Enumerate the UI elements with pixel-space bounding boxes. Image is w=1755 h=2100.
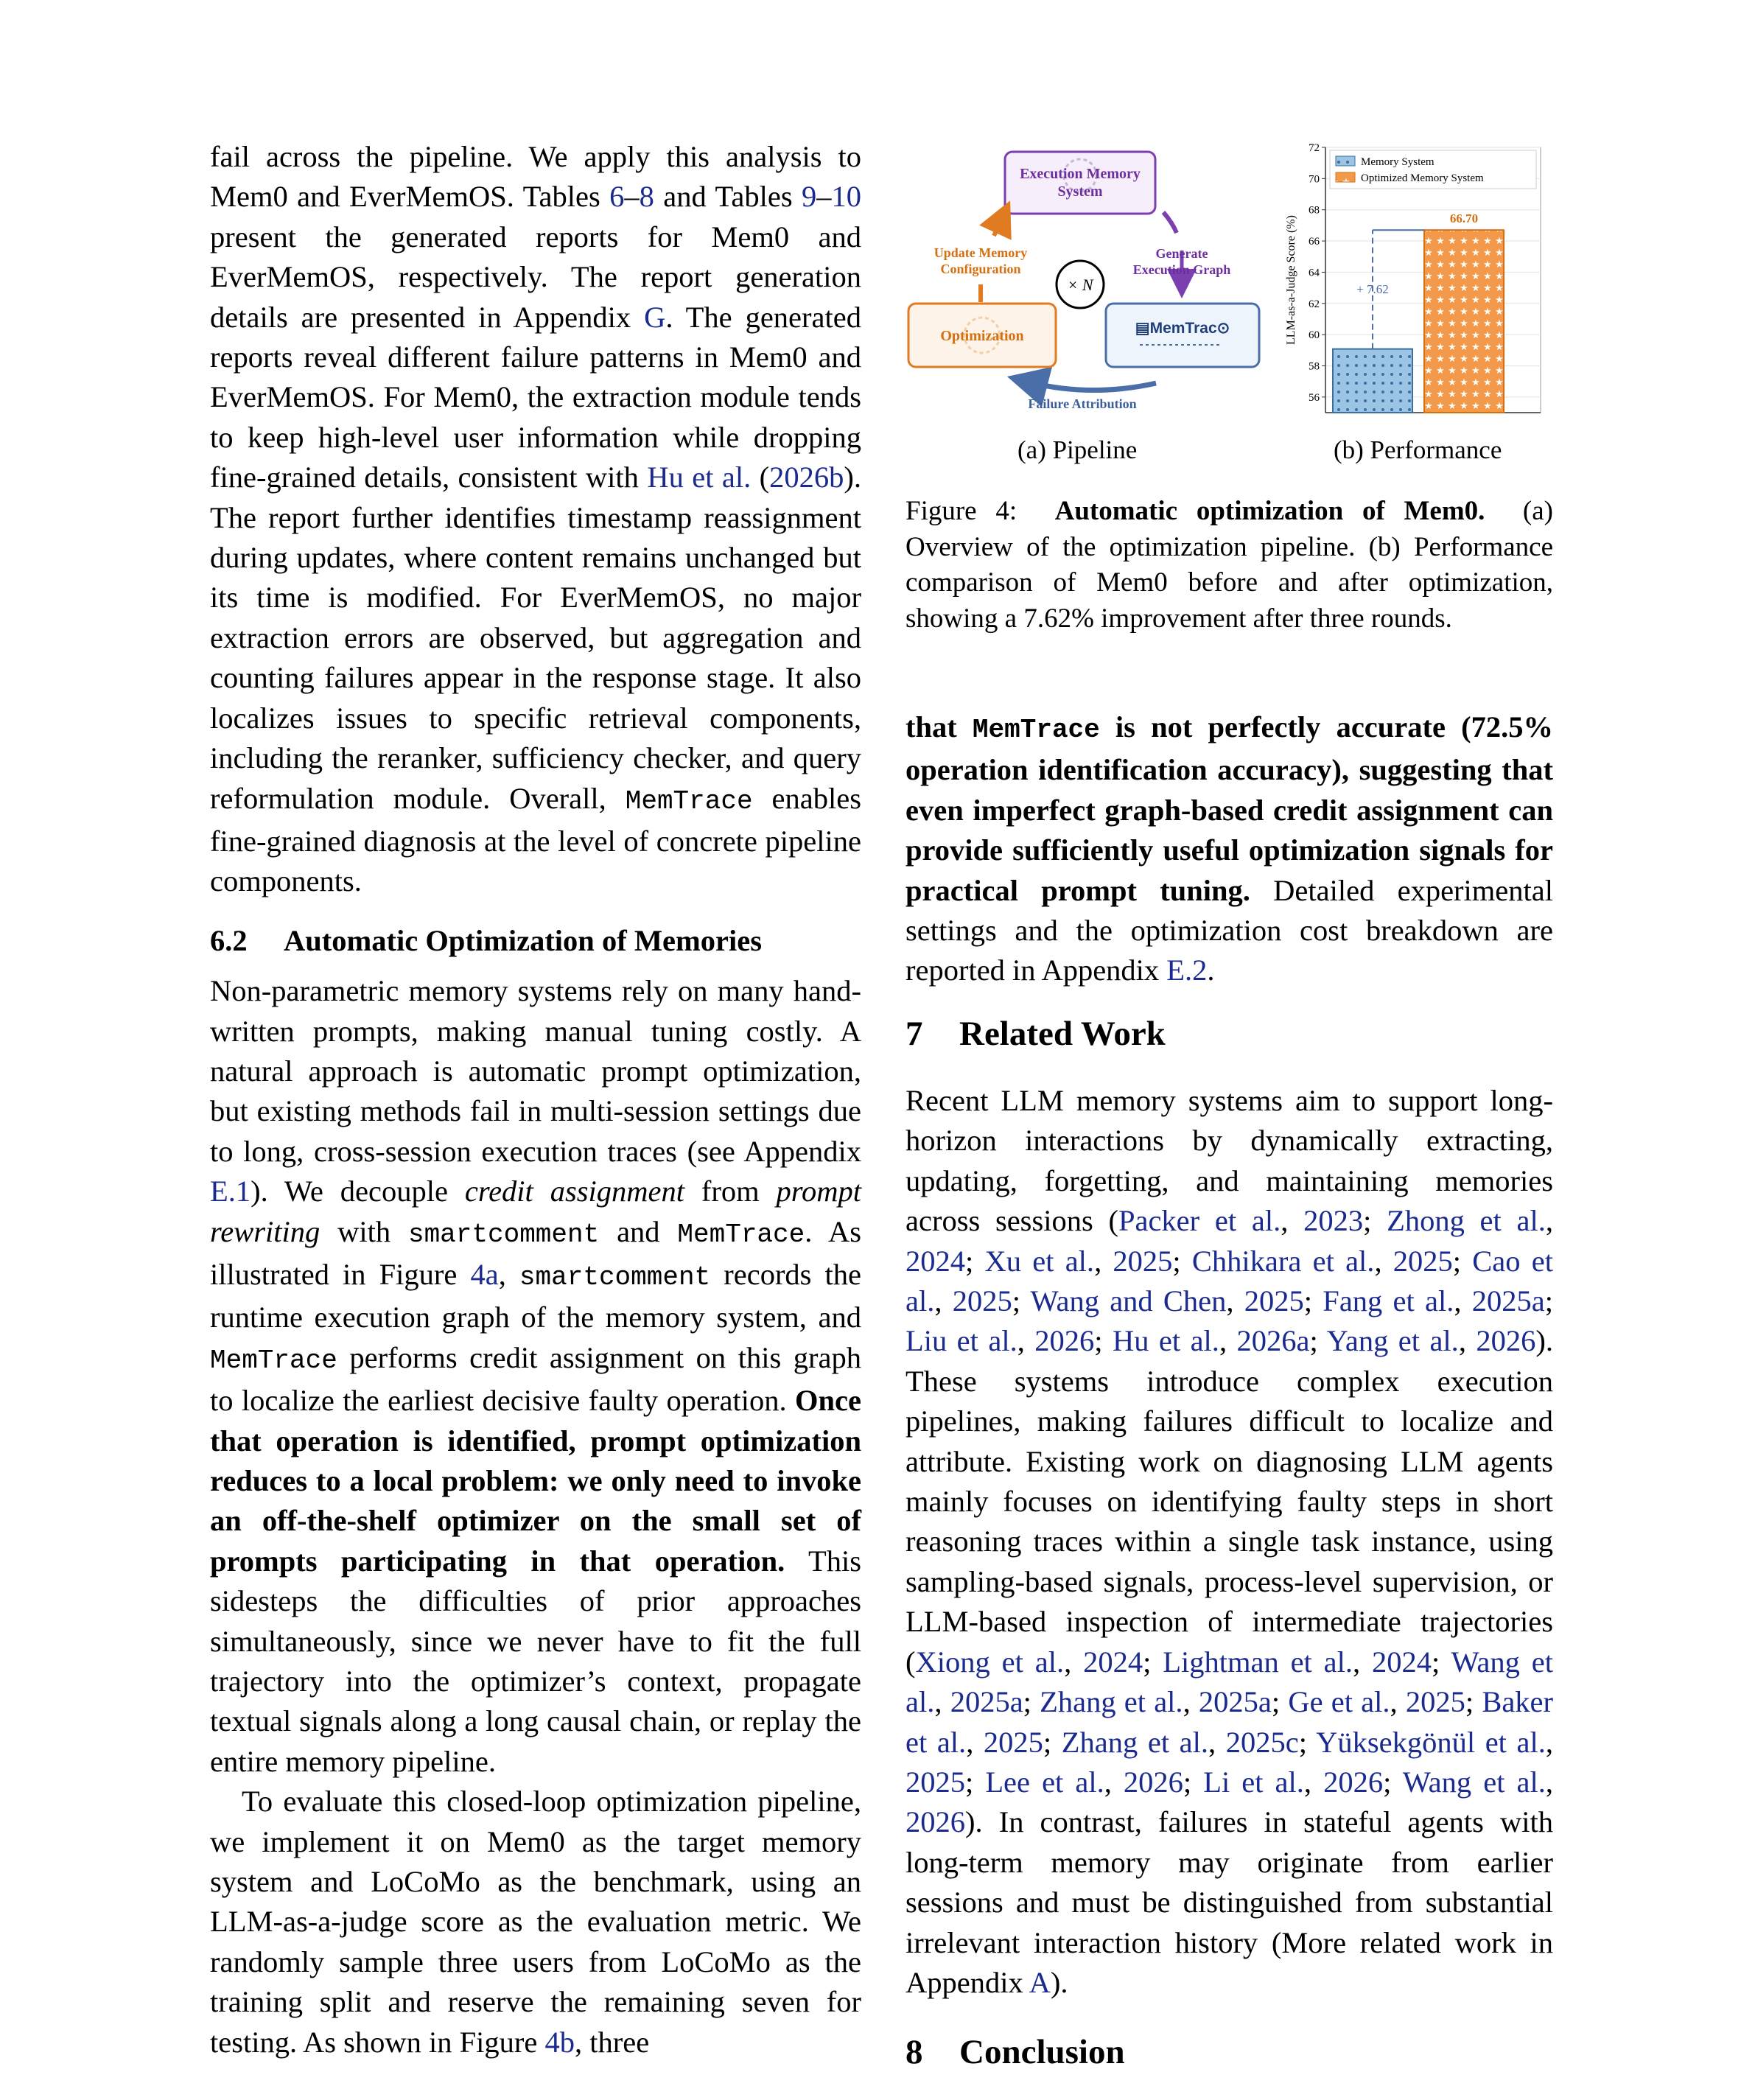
citation-link[interactable]: G — [644, 300, 666, 334]
citation-link[interactable]: E.1 — [210, 1175, 251, 1208]
citation-link[interactable]: 9 — [802, 180, 817, 214]
emphasis-italic: credit assignment — [464, 1175, 684, 1208]
caption-label: Figure 4: — [905, 496, 1017, 526]
citation-link[interactable]: Ge et al. — [1288, 1685, 1390, 1719]
y-tick-label: 60 — [1309, 329, 1320, 342]
left-column — [210, 137, 861, 2062]
citation-link[interactable]: 2025 — [983, 1725, 1043, 1759]
citation-link[interactable]: 2025 — [905, 1765, 965, 1799]
citation-link[interactable]: Lightman et al. — [1163, 1645, 1353, 1679]
failure-label: Failure Attribution — [1028, 396, 1137, 411]
citation-link[interactable]: Xu et al. — [984, 1244, 1095, 1278]
citation-link[interactable]: 4a — [470, 1257, 499, 1291]
citation-link[interactable]: Cao et al. — [905, 1244, 1553, 1318]
citation-link[interactable]: Hu et al. — [647, 461, 752, 494]
legend-swatch — [1336, 156, 1355, 166]
citation-link[interactable]: 6 — [609, 180, 625, 214]
performance-chart — [1281, 140, 1546, 435]
times-n-label: × N — [1067, 276, 1093, 294]
citation-link[interactable]: 2025a — [950, 1685, 1023, 1719]
citation-link[interactable]: Li et al. — [1203, 1765, 1304, 1799]
emphasis-bold: that — [905, 710, 973, 743]
section-number: 8 — [905, 2033, 923, 2071]
y-tick-label: 70 — [1309, 173, 1320, 186]
y-tick-label: 66 — [1309, 236, 1320, 248]
citation-link[interactable]: 2025a — [1471, 1284, 1545, 1318]
arrow-update-2 — [994, 217, 1003, 236]
citation-link[interactable]: Liu et al. — [905, 1324, 1017, 1358]
citation-link[interactable]: Baker et al. — [905, 1685, 1554, 1759]
memtrace-label: ▤MemTrac⊙ — [1135, 320, 1230, 337]
citation-link[interactable]: 4b — [544, 2025, 575, 2059]
legend-swatch — [1336, 172, 1355, 182]
citation-link[interactable]: Fang et al. — [1323, 1284, 1454, 1318]
legend-entry: Optimized Memory System — [1361, 172, 1484, 184]
citation-link[interactable]: Chhikara et al. — [1191, 1244, 1375, 1278]
subcaption-b: (b) Performance — [1334, 435, 1502, 464]
citation-link[interactable]: A — [1029, 1965, 1051, 1999]
section-number: 7 — [905, 1015, 923, 1053]
paragraph-non-parametric: Non-parametric memory systems rely on many hand-written prompts, making manual tuning costly. A natural approach is automatic prompt optimization, but existing methods fail in multi-session settings due to long, cross-session execution traces (see Appendix E.1). We decouple credit assignment from prompt rewriting with smartcomment and MemTrace. As illustrated in Figure 4a, smartcomment records the runtime execution graph of the memory system, and MemTrace performs credit assignment on this graph to localize the earliest decisive faulty operation. Once that operation is identified, prompt optimization reduces to a local problem: we only need to invoke an off-the-shelf optimizer on the small set of prompts participating in that operation. This sidesteps the difficulties of prior approaches simultaneously, since we never have to fit the full trajectory into the optimizer’s context, propagate textual signals along a long causal chain, or replay the entire memory pipeline. — [210, 974, 862, 1778]
generate-label-2: Execution Graph — [1132, 262, 1231, 277]
citation-link[interactable]: 2025 — [1393, 1244, 1453, 1278]
code-term: MemTrace — [210, 1345, 337, 1376]
citation-link[interactable]: Wang et al. — [905, 1645, 1553, 1719]
citation-link[interactable]: 2024 — [905, 1244, 965, 1278]
y-tick-label: 56 — [1309, 391, 1320, 404]
right-column-related — [905, 1081, 1553, 2003]
code-term: smartcomment — [407, 1219, 600, 1250]
citation-link[interactable]: Hu et al. — [1112, 1324, 1219, 1358]
code-term: MemTrace — [677, 1219, 805, 1250]
section-heading-8 — [905, 2032, 1125, 2072]
citation-link[interactable]: Zhang et al. — [1040, 1685, 1183, 1719]
citation-link[interactable]: Yang et al. — [1326, 1324, 1459, 1358]
paragraph-analysis: fail across the pipeline. We apply this analysis to Mem0 and EverMemOS. Tables 6–8 and Tables 9–10 present the generated reports for Mem0 and EverMemOS, respectively. The report generation details are presented in Appendix G. The generated reports reveal different failure patterns in Mem0 and EverMemOS. For Mem0, the extraction module tends to keep high-level user information while dropping fine-grained details, consistent with Hu et al. (2026b). The report further identifies timestamp reassignment during updates, where content remains unchanged but its time is modified. For EverMemOS, no major extraction errors are observed, but aggregation and counting failures appear in the response stage. It also localizes issues to specific retrieval components, including the reranker, sufficiency checker, and query reformulation module. Overall, MemTrace enables fine-grained diagnosis at the level of concrete pipeline components. — [210, 140, 861, 898]
update-label: Update Memory — [933, 245, 1028, 260]
citation-link[interactable]: Wang et al. — [1402, 1765, 1546, 1799]
citation-link[interactable]: 2026 — [1476, 1324, 1536, 1358]
figure-caption — [905, 494, 1553, 637]
execution-memory-label: Execution Memory — [1020, 166, 1141, 182]
section-heading-6-2 — [210, 921, 861, 961]
citation-link[interactable]: 10 — [831, 180, 861, 214]
citation-link[interactable]: 2026 — [1123, 1765, 1183, 1799]
citation-link[interactable]: 2025 — [1244, 1284, 1304, 1318]
arrow-failure — [1027, 382, 1156, 391]
citation-link[interactable]: 2026a — [1236, 1324, 1310, 1358]
update-label-2: Configuration — [940, 262, 1021, 276]
caption-body: (a) Overview of the optimization pipeline. (b) Performance comparison of Mem0 before and after optimization, showing a 7.62% improvement after three rounds. — [905, 496, 1553, 634]
pipeline-diagram — [905, 140, 1274, 435]
code-term: smartcomment — [519, 1261, 711, 1292]
caption-title: Automatic optimization of Mem0. — [1054, 496, 1485, 526]
legend-entry: Memory System — [1361, 156, 1435, 168]
section-title: Related Work — [959, 1015, 1166, 1053]
section-title: Automatic Optimization of Memories — [284, 923, 762, 957]
citation-link[interactable]: 2023 — [1303, 1204, 1364, 1238]
arrow-generate — [1163, 212, 1177, 233]
citation-link[interactable]: Wang and Chen — [1030, 1284, 1227, 1318]
y-tick-label: 62 — [1309, 298, 1320, 310]
citation-link[interactable]: Zhong et al. — [1387, 1204, 1546, 1238]
citation-link[interactable]: Yüksekgönül et al. — [1316, 1725, 1546, 1759]
bar-memory-system — [1333, 349, 1412, 413]
citation-link[interactable]: 2024 — [1083, 1645, 1143, 1679]
citation-link[interactable]: E.2 — [1166, 953, 1208, 987]
emphasis-bold: Once that operation is identified, prompt optimization reduces to a local problem: we only need to invoke an off-the-shelf optimizer on the small set of prompts participating in that operation. — [210, 1384, 861, 1578]
section-title: Conclusion — [959, 2033, 1125, 2071]
figure-4 — [905, 140, 1553, 494]
emphasis-italic: prompt rewriting — [210, 1175, 862, 1248]
y-axis-label: LLM-as-a-Judge Score (%) — [1285, 215, 1297, 345]
y-tick-label: 72 — [1309, 142, 1320, 154]
code-term: MemTrace — [972, 715, 1100, 745]
citation-link[interactable]: Packer et al. — [1118, 1204, 1281, 1238]
right-column-top — [905, 707, 1553, 991]
bar-optimized-memory-system — [1424, 230, 1504, 413]
citation-link[interactable]: Xiong et al. — [915, 1645, 1065, 1679]
subcaption-a: (a) Pipeline — [1017, 435, 1138, 464]
citation-link[interactable]: 2025a — [1198, 1685, 1272, 1719]
citation-link[interactable]: 8 — [639, 180, 654, 214]
execution-memory-label-2: System — [1057, 183, 1103, 200]
citation-link[interactable]: 2026 — [905, 1805, 965, 1839]
citation-link[interactable]: Zhang et al. — [1061, 1725, 1209, 1759]
delta-label: + 7.62 — [1356, 281, 1389, 296]
paragraph-related-work: Recent LLM memory systems aim to support long-horizon interactions by dynamically extracting, updating, forgetting, and maintaining memories across sessions (Packer et al., 2023; Zhong et al., 2024; Xu et al., 2025; Chhikara et al., 2025; Cao et al., 2025; Wang and Chen, 2025; Fang et al., 2025a; Liu et al., 2026; Hu et al., 2026a; Yang et al., 2026). These systems introduce complex execution pipelines, making failures difficult to localize and attribute. Existing work on diagnosing LLM agents mainly focuses on identifying faulty steps in short reasoning traces within a single task instance, using sampling-based signals, process-level supervision, or LLM-based inspection of intermediate trajectories (Xiong et al., 2024; Lightman et al., 2024; Wang et al., 2025a; Zhang et al., 2025a; Ge et al., 2025; Baker et al., 2025; Zhang et al., 2025c; Yüksekgönül et al., 2025; Lee et al., 2026; Li et al., 2026; Wang et al., 2026). In contrast, failures in stateful agents with long-term memory may originate from earlier sessions and must be distinguished from substantial irrelevant interaction history (More related work in Appendix A). — [905, 1084, 1554, 1999]
citation-link[interactable]: 2026 — [1034, 1324, 1095, 1358]
data-label: 66.70 — [1449, 211, 1479, 226]
citation-link[interactable]: 2025 — [1113, 1244, 1173, 1278]
citation-link[interactable]: 2025c — [1225, 1725, 1299, 1759]
paragraph-evaluate: To evaluate this closed-loop optimization pipeline, we implement it on Mem0 as the target memory system and LoCoMo as the benchmark, using an LLM-as-a-judge score as the evaluation metric. We randomly sample three users from LoCoMo as the training split and reserve the remaining seven for testing. As shown in Figure 4b, three — [210, 1785, 861, 2059]
emphasis-bold: is not perfectly accurate (72.5% operation identification accuracy), suggesting that even imperfect graph-based credit assignment can provide sufficiently useful optimization signals for practical prompt tuning. — [905, 710, 1553, 907]
generate-label: Generate — [1155, 246, 1208, 261]
y-tick-label: 58 — [1309, 360, 1320, 373]
section-heading-7 — [905, 1014, 1166, 1054]
optimization-label: Optimization — [940, 328, 1024, 344]
execution-memory-box — [1005, 152, 1155, 214]
code-term: MemTrace — [625, 785, 753, 816]
citation-link[interactable]: 2026 — [1323, 1765, 1384, 1799]
citation-link[interactable]: 2026b — [769, 461, 844, 494]
citation-link[interactable]: 2025 — [952, 1284, 1012, 1318]
y-tick-label: 68 — [1309, 204, 1320, 217]
y-tick-label: 64 — [1309, 267, 1320, 279]
citation-link[interactable]: 2025 — [1405, 1685, 1465, 1719]
citation-link[interactable]: 2024 — [1372, 1645, 1432, 1679]
paragraph-imperfect: that MemTrace is not perfectly accurate (72.5% operation identification accuracy), suggesting that even imperfect graph-based credit assignment can provide sufficiently useful optimization signals for practical prompt tuning. Detailed experimental settings and the optimization cost breakdown are reported in Appendix E.2. — [905, 710, 1553, 987]
citation-link[interactable]: Lee et al. — [985, 1765, 1104, 1799]
section-number: 6.2 — [210, 923, 248, 957]
